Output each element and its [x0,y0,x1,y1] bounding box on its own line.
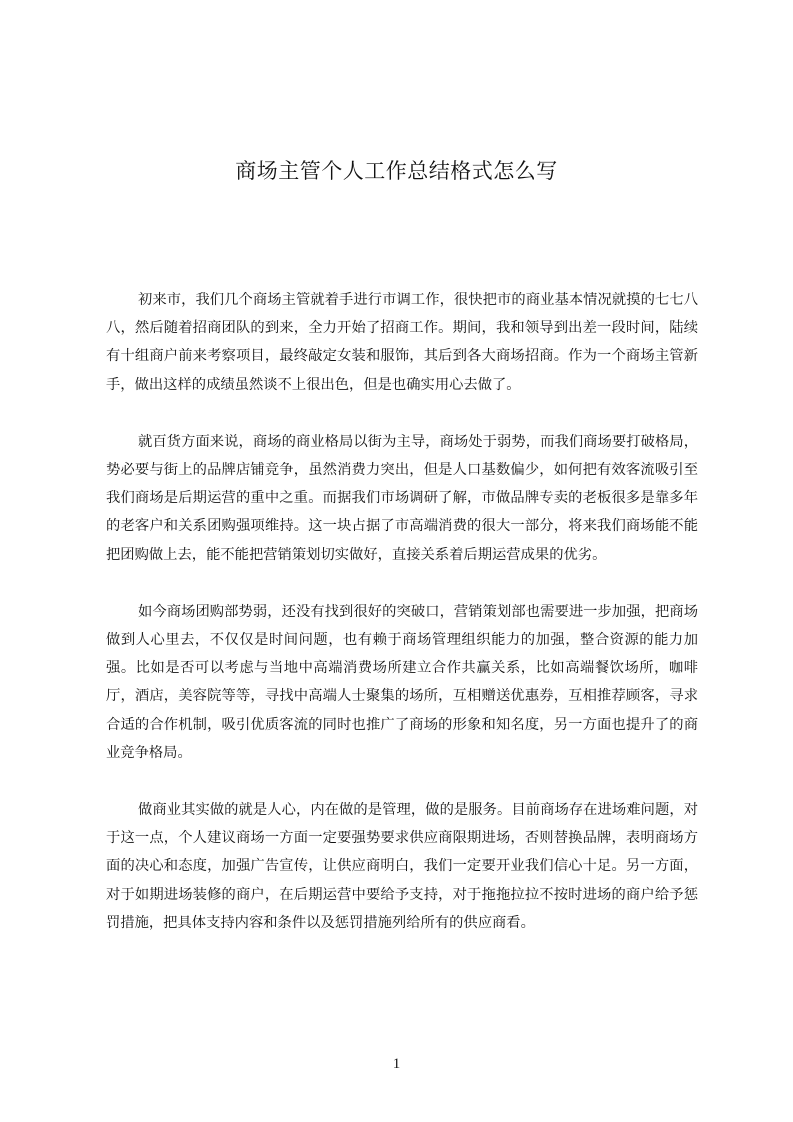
paragraph-3: 如今商场团购部势弱，还没有找到很好的突破口，营销策划部也需要进一步加强，把商场做到人心里去，不仅仅是时间问题，也有赖于商场管理组织能力的加强，整合资源的能力加强。比如是否可以考虑与当地中高端消费场所建立合作共赢关系，比如高端餐饮场所，咖啡厅，酒店，美容院等等，寻找中高端人士聚集的场所，互相赠送优惠券，互相推荐顾客，寻求合适的合作机制，吸引优质客流的同时也推广了商场的形象和知名度，另一方面也提升了的商业竞争格局。 [106,603,698,761]
document-title: 商场主管个人工作总结格式怎么写 [235,159,558,184]
paragraph-4: 做商业其实做的就是人心，内在做的是管理，做的是服务。目前商场存在进场难问题，对于这一点，个人建议商场一方面一定要强势要求供应商限期进场，否则替换品牌，表明商场方面的决心和态度，加强广告宣传，让供应商明白，我们一定要开业我们信心十足。另一方面，对于如期进场装修的商户，在后期运营中要给予支持，对于拖拖拉拉不按时进场的商户给予惩罚措施，把具体支持内容和条件以及惩罚措施列给所有的供应商看。 [106,802,698,931]
document-body [106,286,698,966]
paragraph-1: 初来市，我们几个商场主管就着手进行市调工作，很快把市的商业基本情况就摸的七七八八，然后随着招商团队的到来，全力开始了招商工作。期间，我和领导到出差一段时间，陆续有十组商户前来考察项目，最终敲定女装和服饰，其后到各大商场招商。作为一个商场主管新手，做出这样的成绩虽然谈不上很出色，但是也确实用心去做了。 [106,292,698,393]
paragraph-2: 就百货方面来说，商场的商业格局以街为主导，商场处于弱势，而我们商场要打破格局，势必要与街上的品牌店铺竞争，虽然消费力突出，但是人口基数偏少，如何把有效客流吸引至我们商场是后期运营的重中之重。而据我们市场调研了解，市做品牌专卖的老板很多是靠多年的老客户和关系团购强项维持。这一块占据了市高端消费的很大一部分，将来我们商场能不能把团购做上去，能不能把营销策划切实做好，直接关系着后期运营成果的优劣。 [106,433,698,563]
page-number: 1 [392,1056,401,1072]
